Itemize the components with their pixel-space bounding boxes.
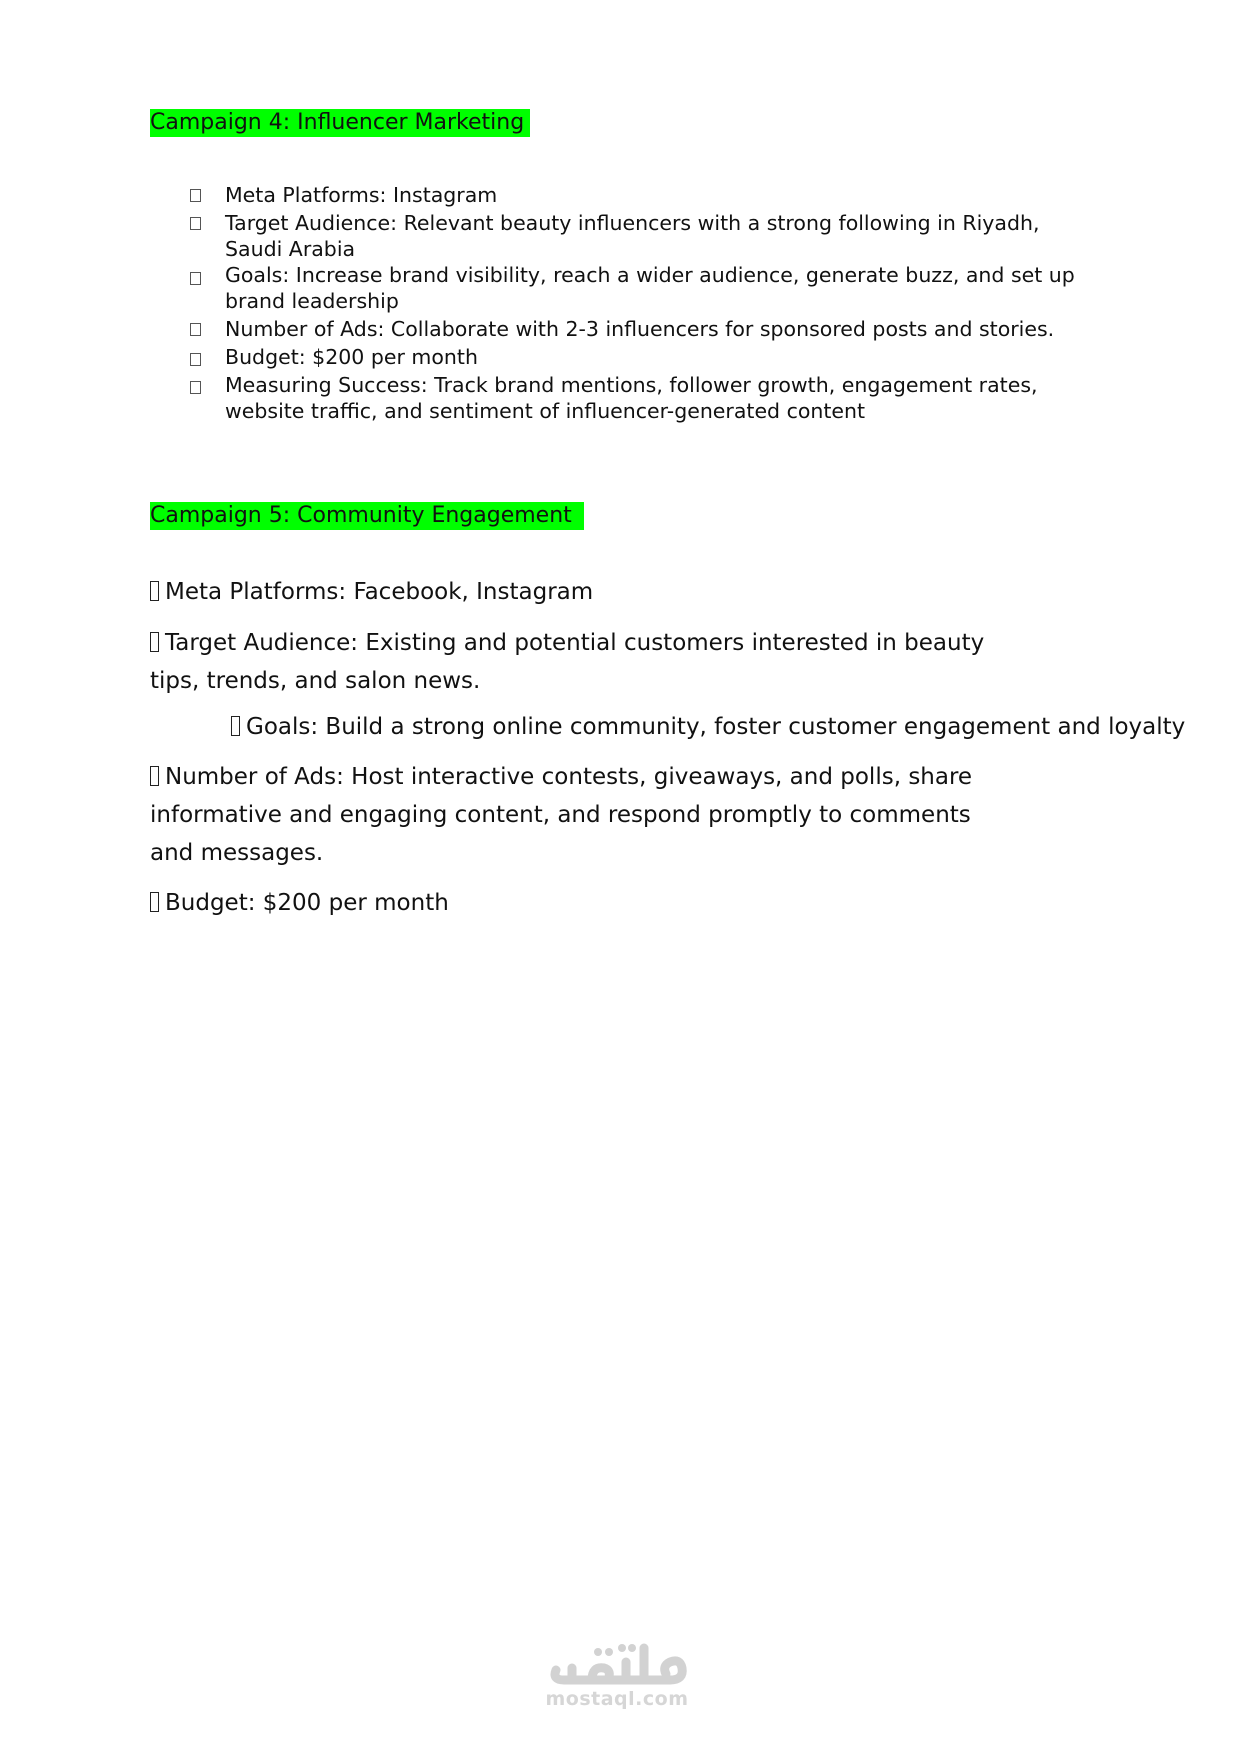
list-item — [190, 210, 1110, 262]
watermark-site-text: mostaql.com — [545, 1688, 689, 1710]
campaign-4-list — [190, 182, 1110, 424]
mostaql-logo-icon — [542, 1640, 692, 1686]
checkbox-bullet-icon — [190, 217, 201, 230]
missing-glyph-bullet-icon — [150, 581, 159, 601]
campaign-4-target-audience: Target Audience: Relevant beauty influencers with a strong following in Riyadh, Saudi Arabia — [225, 211, 1040, 261]
list-item — [190, 316, 1110, 342]
mostaql-watermark — [542, 1640, 692, 1720]
checkbox-bullet-icon — [190, 189, 201, 202]
campaign-4-number-of-ads: Number of Ads: Collaborate with 2-3 influencers for sponsored posts and stories. — [225, 317, 1055, 341]
missing-glyph-bullet-icon — [231, 716, 240, 736]
list-item — [190, 372, 1110, 424]
campaign-4-meta-platforms: Meta Platforms: Instagram — [225, 183, 498, 207]
list-item — [190, 344, 1110, 370]
list-item — [190, 262, 1110, 314]
list-item — [190, 182, 1110, 208]
missing-glyph-bullet-icon — [150, 632, 159, 652]
campaign-4-heading: Campaign 4: Influencer Marketing — [150, 109, 530, 137]
checkbox-bullet-icon — [190, 353, 201, 366]
campaign-5-goals: Goals: Build a strong online community, foster customer engagement and loyalty — [231, 708, 1131, 746]
missing-glyph-bullet-icon — [150, 766, 159, 786]
checkbox-bullet-icon — [190, 272, 201, 285]
campaign-4-budget: Budget: $200 per month — [225, 345, 478, 369]
checkbox-bullet-icon — [190, 381, 201, 394]
campaign-5-meta-platforms: Meta Platforms: Facebook, Instagram — [150, 573, 593, 611]
campaign-4-measuring-success: Measuring Success: Track brand mentions, follower growth, engagement rates, website traffic, and sentiment of influencer-generated content — [225, 373, 1038, 423]
checkbox-bullet-icon — [190, 323, 201, 336]
missing-glyph-bullet-icon — [150, 892, 159, 912]
campaign-5-heading: Campaign 5: Community Engagement — [150, 502, 584, 530]
campaign-4-goals: Goals: Increase brand visibility, reach a wider audience, generate buzz, and set up brand leadership — [225, 263, 1075, 313]
campaign-5-budget: Budget: $200 per month — [150, 884, 449, 922]
campaign-5-target-audience: Target Audience: Existing and potential customers interested in beauty tips, trends, and salon news. — [150, 630, 985, 694]
campaign-5-number-of-ads: Number of Ads: Host interactive contests, giveaways, and polls, share informative and engaging content, and respond promptly to comments and messages. — [150, 764, 973, 866]
